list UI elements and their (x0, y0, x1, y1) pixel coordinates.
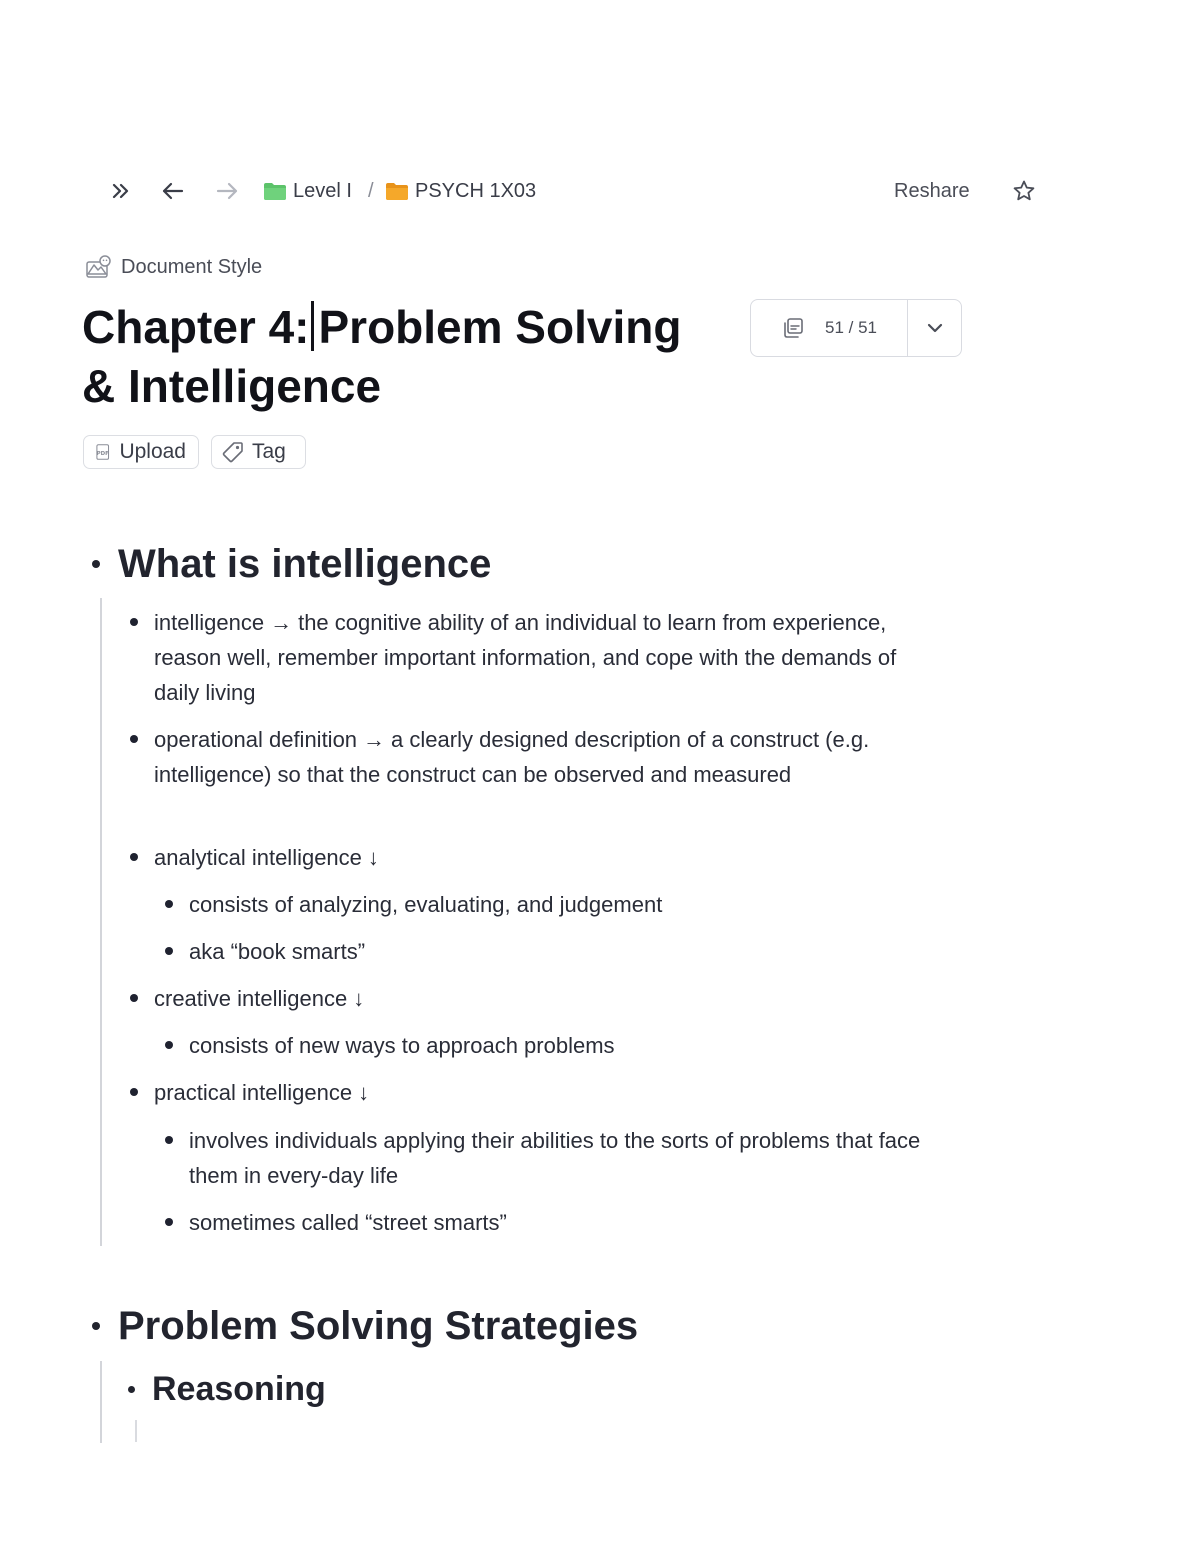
list-item-text: aka “book smarts” (189, 939, 366, 964)
upload-label: Upload (119, 440, 186, 463)
pdf-icon (94, 441, 111, 463)
list-item-text: consists of analyzing, evaluating, and judgement (189, 892, 663, 917)
heading-problem-solving-strategies[interactable] (92, 1300, 638, 1352)
chevron-down-icon (927, 322, 943, 334)
page-counter-button[interactable] (751, 300, 908, 356)
arrow-down-icon: ↓ (367, 845, 379, 870)
forward-arrow-icon[interactable] (214, 178, 240, 204)
bullet-dot (165, 1218, 173, 1226)
bullet-dot (165, 947, 173, 955)
title-line-1 (82, 298, 742, 357)
document-style-label: Document Style (121, 255, 263, 278)
list-item-text: involves individuals applying their abilities to the sorts of problems that face them in every-day life (189, 1128, 921, 1188)
breadcrumb-label: PSYCH 1X03 (415, 179, 537, 202)
arrow-right-icon: → (270, 610, 293, 635)
top-toolbar (0, 170, 1200, 212)
term: intelligence (154, 610, 265, 635)
page-counter-label: 51 / 51 (825, 318, 877, 337)
svg-text:PDF: PDF (96, 450, 109, 457)
breadcrumb-separator: / (368, 179, 374, 202)
definition: the cognitive ability of an individual to learn from experience, reason well, remember important information, and cope with the demands of daily living (154, 610, 897, 705)
list-item[interactable] (165, 934, 955, 969)
definition: a clearly designed description of a construct (e.g. intelligence) so that the construct can be observed and measured (154, 727, 870, 787)
list-item[interactable] (130, 722, 930, 792)
heading-text: What is intelligence (118, 541, 492, 586)
title-line-2: & Intelligence (82, 360, 382, 412)
title-part-b: Problem Solving (318, 301, 682, 353)
arrow-down-icon: ↓ (353, 986, 365, 1011)
folder-green-icon (263, 181, 287, 201)
bullet-dot (130, 618, 138, 626)
term: operational definition (154, 727, 358, 752)
expand-sidebar-icon[interactable] (108, 178, 134, 204)
outline-guide-line (135, 1420, 137, 1442)
tag-icon (222, 441, 244, 463)
list-item[interactable] (165, 1205, 955, 1240)
list-item[interactable] (130, 981, 930, 1016)
title-part-a: Chapter 4: (82, 301, 310, 353)
bullet-dot (92, 560, 100, 568)
list-item[interactable] (165, 1028, 955, 1063)
folder-orange-icon (385, 181, 409, 201)
page-dropdown-button[interactable] (908, 300, 961, 356)
bullet-dot (130, 1088, 138, 1096)
pages-icon (781, 316, 805, 340)
list-item[interactable] (130, 840, 930, 875)
heading-text: Problem Solving Strategies (118, 1303, 639, 1348)
star-icon[interactable] (1011, 178, 1037, 204)
document-style-icon (85, 254, 113, 280)
term: analytical intelligence (154, 845, 362, 870)
bullet-dot (165, 1136, 173, 1144)
term: practical intelligence (154, 1080, 353, 1105)
bullet-dot (128, 1386, 135, 1393)
list-item-text: sometimes called “street smarts” (189, 1210, 507, 1235)
outline-guide-line (100, 1361, 102, 1443)
arrow-right-icon: → (363, 727, 386, 752)
list-item-text: consists of new ways to approach problems (189, 1033, 615, 1058)
reshare-button[interactable]: Reshare (894, 179, 970, 202)
list-item[interactable] (130, 605, 930, 710)
list-item[interactable] (165, 1123, 940, 1193)
heading-text: Reasoning (152, 1369, 326, 1408)
bullet-dot (130, 735, 138, 743)
breadcrumb-psych-1x03[interactable] (385, 178, 536, 204)
bullet-dot (130, 853, 138, 861)
arrow-down-icon: ↓ (358, 1080, 370, 1105)
tag-label: Tag (252, 440, 286, 463)
bullet-dot (165, 900, 173, 908)
breadcrumb-label: Level I (293, 179, 352, 202)
breadcrumb-level-i[interactable] (263, 178, 352, 204)
bullet-dot (165, 1041, 173, 1049)
tag-button[interactable] (211, 435, 306, 469)
list-item[interactable] (130, 1075, 930, 1110)
document-style-button[interactable] (85, 252, 262, 282)
upload-button[interactable] (83, 435, 199, 469)
text-cursor (311, 301, 314, 351)
back-arrow-icon[interactable] (160, 178, 186, 204)
page-title[interactable] (82, 298, 742, 416)
heading-reasoning[interactable] (128, 1367, 326, 1411)
outline-guide-line (100, 598, 102, 1246)
list-item[interactable] (165, 887, 955, 922)
term: creative intelligence (154, 986, 348, 1011)
heading-what-is-intelligence[interactable] (92, 538, 491, 590)
bullet-dot (130, 994, 138, 1002)
bullet-dot (92, 1322, 100, 1330)
page-counter-widget (750, 299, 962, 357)
